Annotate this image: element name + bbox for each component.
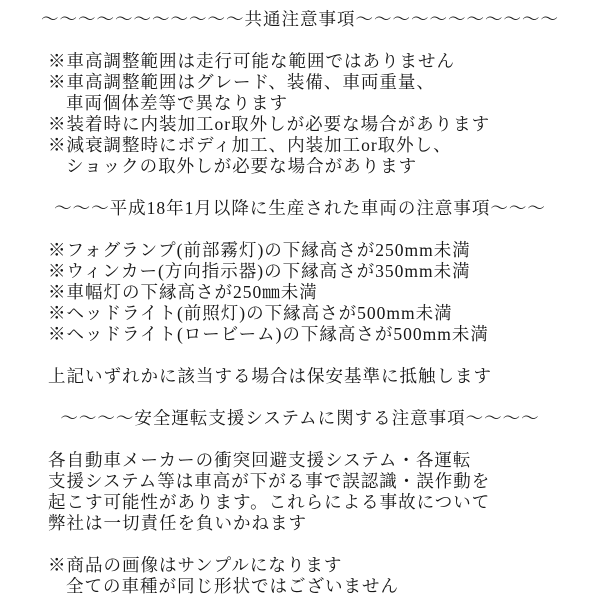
common-note-continuation: 車両個体差等で異なります <box>66 93 288 113</box>
spacer <box>0 387 600 408</box>
post2006-note-line: ※フォグランプ(前部霧灯)の下縁高さが250mm未満 <box>48 240 471 260</box>
safety-system-section-heading: ～～～～安全運転支援システムに関する注意事項～～～～ <box>60 408 540 428</box>
common-note-line: ※車高調整範囲は走行可能な範囲ではありません <box>48 51 455 71</box>
product-image-note-continuation: 全ての車種が同じ形状ではございません <box>66 576 399 596</box>
post2006-section-heading: ～～～平成18年1月以降に生産された車両の注意事項～～～ <box>54 198 546 218</box>
common-note-line: ※装着時に内装加工or取外しが必要な場合があります <box>48 114 491 134</box>
common-note-line: ※減衰調整時にボディ加工、内装加工or取外し、 <box>48 135 452 155</box>
spacer <box>0 534 600 555</box>
safety-system-paragraph-line: 支援システム等は車高が下がる事で誤認識・誤作動を <box>48 471 491 491</box>
post2006-note-line: ※車幅灯の下縁高さが250㎜未満 <box>48 282 318 302</box>
post2006-note-line: ※ヘッドライト(ロービーム)の下縁高さが500mm未満 <box>48 324 489 344</box>
post2006-conclusion: 上記いずれかに該当する場合は保安基準に抵触します <box>48 366 492 386</box>
spacer <box>0 177 600 198</box>
safety-system-paragraph-line: 起こす可能性があります。これらによる事故について <box>48 492 491 512</box>
common-section-heading: ～～～～～～～～～～～共通注意事項～～～～～～～～～～～ <box>41 9 559 29</box>
post2006-note-line: ※ヘッドライト(前照灯)の下縁高さが500mm未満 <box>48 303 453 323</box>
product-image-note-line: ※商品の画像はサンプルになります <box>48 555 343 575</box>
safety-system-paragraph-line: 弊社は一切責任を負いかねます <box>48 513 307 533</box>
common-note-line: ※車高調整範囲はグレード、装備、車両重量、 <box>48 72 435 92</box>
post2006-note-line: ※ウィンカー(方向指示器)の下縁高さが350mm未満 <box>48 261 471 281</box>
spacer <box>0 219 600 240</box>
safety-system-paragraph-line: 各自動車メーカーの衝突回避支援システム・各運転 <box>48 450 472 470</box>
common-note-continuation: ショックの取外しが必要な場合があります <box>66 156 418 176</box>
spacer <box>0 30 600 51</box>
spacer <box>0 429 600 450</box>
spacer <box>0 345 600 366</box>
